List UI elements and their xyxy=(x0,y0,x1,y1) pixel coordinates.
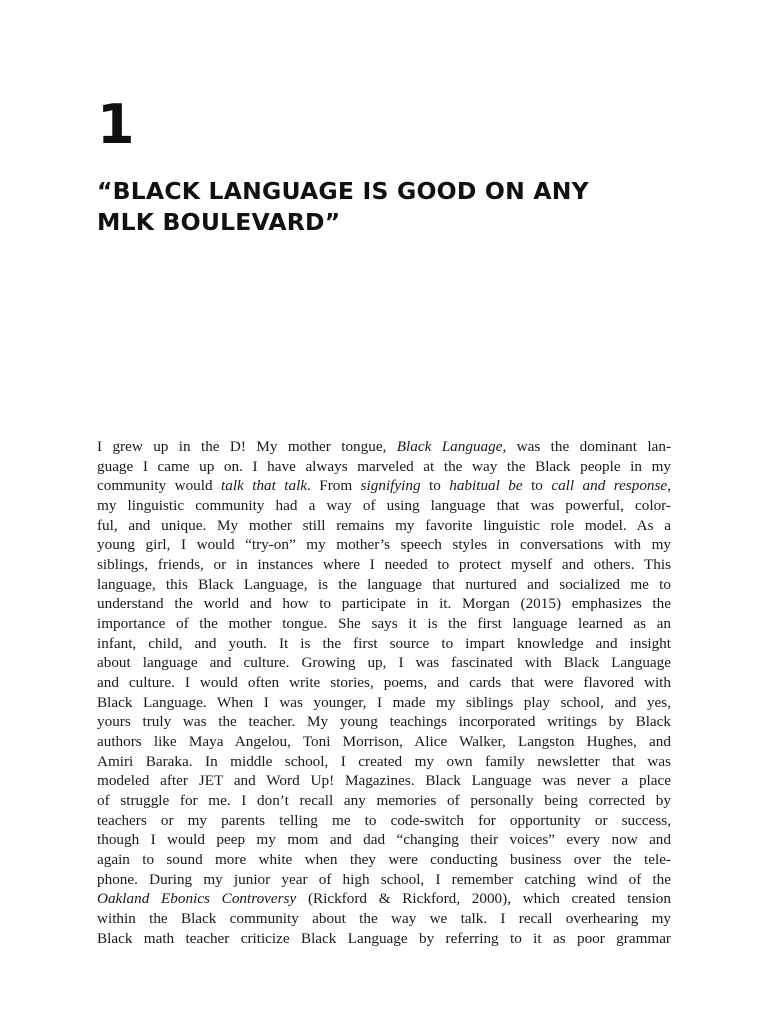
text-line: and culture. I would often write stories, poems, and cards that were flavored with xyxy=(97,674,671,692)
text-line: language, this Black Language, is the language that nurtured and socialized me to xyxy=(97,575,671,593)
body-paragraph xyxy=(97,437,671,948)
text-line: modeled after JET and Word Up! Magazines. Black Language was never a place xyxy=(97,772,671,790)
text-line: within the Black community about the way we talk. I recall overhearing my xyxy=(97,910,671,928)
chapter-title-line: “BLACK LANGUAGE IS GOOD ON ANY xyxy=(97,177,589,205)
italic-term: habitual be xyxy=(449,477,523,495)
italic-term: call and response xyxy=(551,477,668,495)
text-line: importance of the mother tongue. She says it is the first language learned as an xyxy=(97,615,671,633)
text-line: authors like Maya Angelou, Toni Morrison, Alice Walker, Langston Hughes, and xyxy=(97,733,671,751)
text-line: guage I came up on. I have always marveled at the way the Black people in my xyxy=(97,457,671,475)
text-line: yours truly was the teacher. My young teachings incorporated writings by Black xyxy=(97,713,671,731)
chapter-number: 1 xyxy=(97,93,135,156)
text-line: community would talk that talk. From signifying to habitual be to call and response, xyxy=(97,477,671,495)
text-line: infant, child, and youth. It is the first source to impart knowledge and insight xyxy=(97,634,671,652)
text-line: teachers or my parents telling me to code-switch for opportunity or success, xyxy=(97,811,671,829)
text-line: of struggle for me. I don’t recall any memories of personally being corrected by xyxy=(97,792,671,810)
chapter-title xyxy=(97,176,697,238)
italic-term: Oakland Ebonics Controversy xyxy=(97,890,297,908)
chapter-title-line: MLK BOULEVARD” xyxy=(97,208,341,236)
text-line: ful, and unique. My mother still remains my favorite linguistic role model. As a xyxy=(97,516,671,534)
text-line: phone. During my junior year of high school, I remember catching wind of the xyxy=(97,870,671,888)
text-line: Oakland Ebonics Controversy (Rickford & Rickford, 2000), which created tension xyxy=(97,890,671,908)
text-line: Black math teacher criticize Black Language by referring to it as poor grammar xyxy=(97,929,671,947)
italic-term: signifying xyxy=(360,477,421,495)
text-line: again to sound more white when they were conducting business over the tele- xyxy=(97,851,671,869)
italic-term: Black Language xyxy=(396,438,503,455)
text-line: young girl, I would “try-on” my mother’s speech styles in conversations with my xyxy=(97,536,671,554)
text-line: though I would peep my mom and dad “changing their voices” every now and xyxy=(97,831,671,849)
italic-term: talk that talk xyxy=(221,477,308,495)
text-line: Amiri Baraka. In middle school, I created my own family newsletter that was xyxy=(97,752,671,770)
text-line: my linguistic community had a way of using language that was powerful, color- xyxy=(97,497,671,515)
text-line: understand the world and how to participate in it. Morgan (2015) emphasizes the xyxy=(97,595,671,613)
text-line: about language and culture. Growing up, I was fascinated with Black Language xyxy=(97,654,671,672)
text-line: Black Language. When I was younger, I made my siblings play school, and yes, xyxy=(97,693,671,711)
text-line: siblings, friends, or in instances where I needed to protect myself and others. This xyxy=(97,556,671,574)
text-line: I grew up in the D! My mother tongue, Black Language, was the dominant lan- xyxy=(97,438,671,455)
